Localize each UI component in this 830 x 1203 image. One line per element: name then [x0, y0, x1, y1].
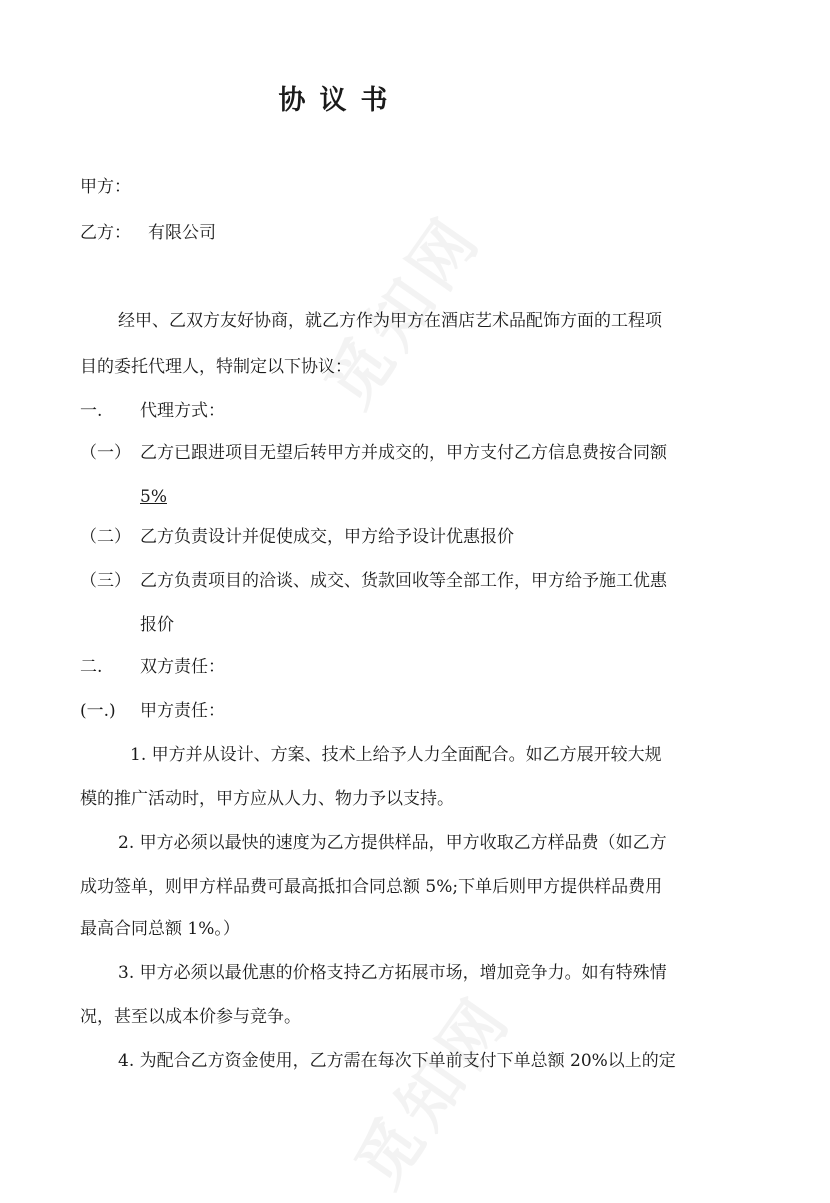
item-number: （三） [80, 571, 131, 591]
watermark [300, 193, 499, 423]
clause-text: 4. 为配合乙方资金使用，乙方需在每次下单前支付下单总额 20%以上的定 [118, 1051, 676, 1071]
clause-text: 成功签单，则甲方样品费可最高抵扣合同总额 5%;下单后则甲方提供样品费用 [80, 877, 663, 897]
clause-text: 最高合同总额 1%。） [80, 919, 240, 939]
section-number: 二. [80, 657, 103, 677]
item-text: 乙方已跟进项目无望后转甲方并成交的，甲方支付乙方信息费按合同额 [140, 443, 667, 463]
intro-paragraph-line: 目的委托代理人，特制定以下协议： [80, 357, 352, 377]
watermark [330, 973, 529, 1203]
party-b-label: 乙方： [80, 223, 131, 243]
section-heading: 代理方式： [140, 401, 225, 421]
clause-text: 1. 甲方并从设计、方案、技术上给予人力全面配合。如乙方展开较大规 [130, 745, 662, 765]
clause-text: 模的推广活动时，甲方应从人力、物力予以支持。 [80, 789, 454, 809]
section-heading: 双方责任： [140, 657, 225, 677]
subsection-heading: 甲方责任： [140, 701, 225, 721]
item-text: 5% [140, 487, 167, 507]
party-a-label: 甲方： [80, 177, 131, 197]
item-text: 乙方负责项目的洽谈、成交、货款回收等全部工作，甲方给予施工优惠 [140, 571, 667, 591]
intro-paragraph-line: 经甲、乙双方友好协商，就乙方作为甲方在酒店艺术品配饰方面的工程项 [118, 311, 662, 331]
item-number: （二） [80, 527, 131, 547]
clause-text: 3. 甲方必须以最优惠的价格支持乙方拓展市场，增加竞争力。如有特殊情 [118, 963, 667, 983]
clause-text: 况，甚至以成本价参与竞争。 [80, 1007, 301, 1027]
subsection-number: (一.) [80, 701, 116, 721]
section-number: 一. [80, 401, 103, 421]
item-text: 乙方负责设计并促使成交，甲方给予设计优惠报价 [140, 527, 514, 547]
item-number: （一） [80, 443, 131, 463]
item-text: 报价 [140, 615, 174, 635]
clause-text: 2. 甲方必须以最快的速度为乙方提供样品，甲方收取乙方样品费（如乙方 [118, 833, 667, 853]
party-b-name: 有限公司 [148, 223, 216, 243]
document-title: 协议书 [278, 85, 402, 116]
